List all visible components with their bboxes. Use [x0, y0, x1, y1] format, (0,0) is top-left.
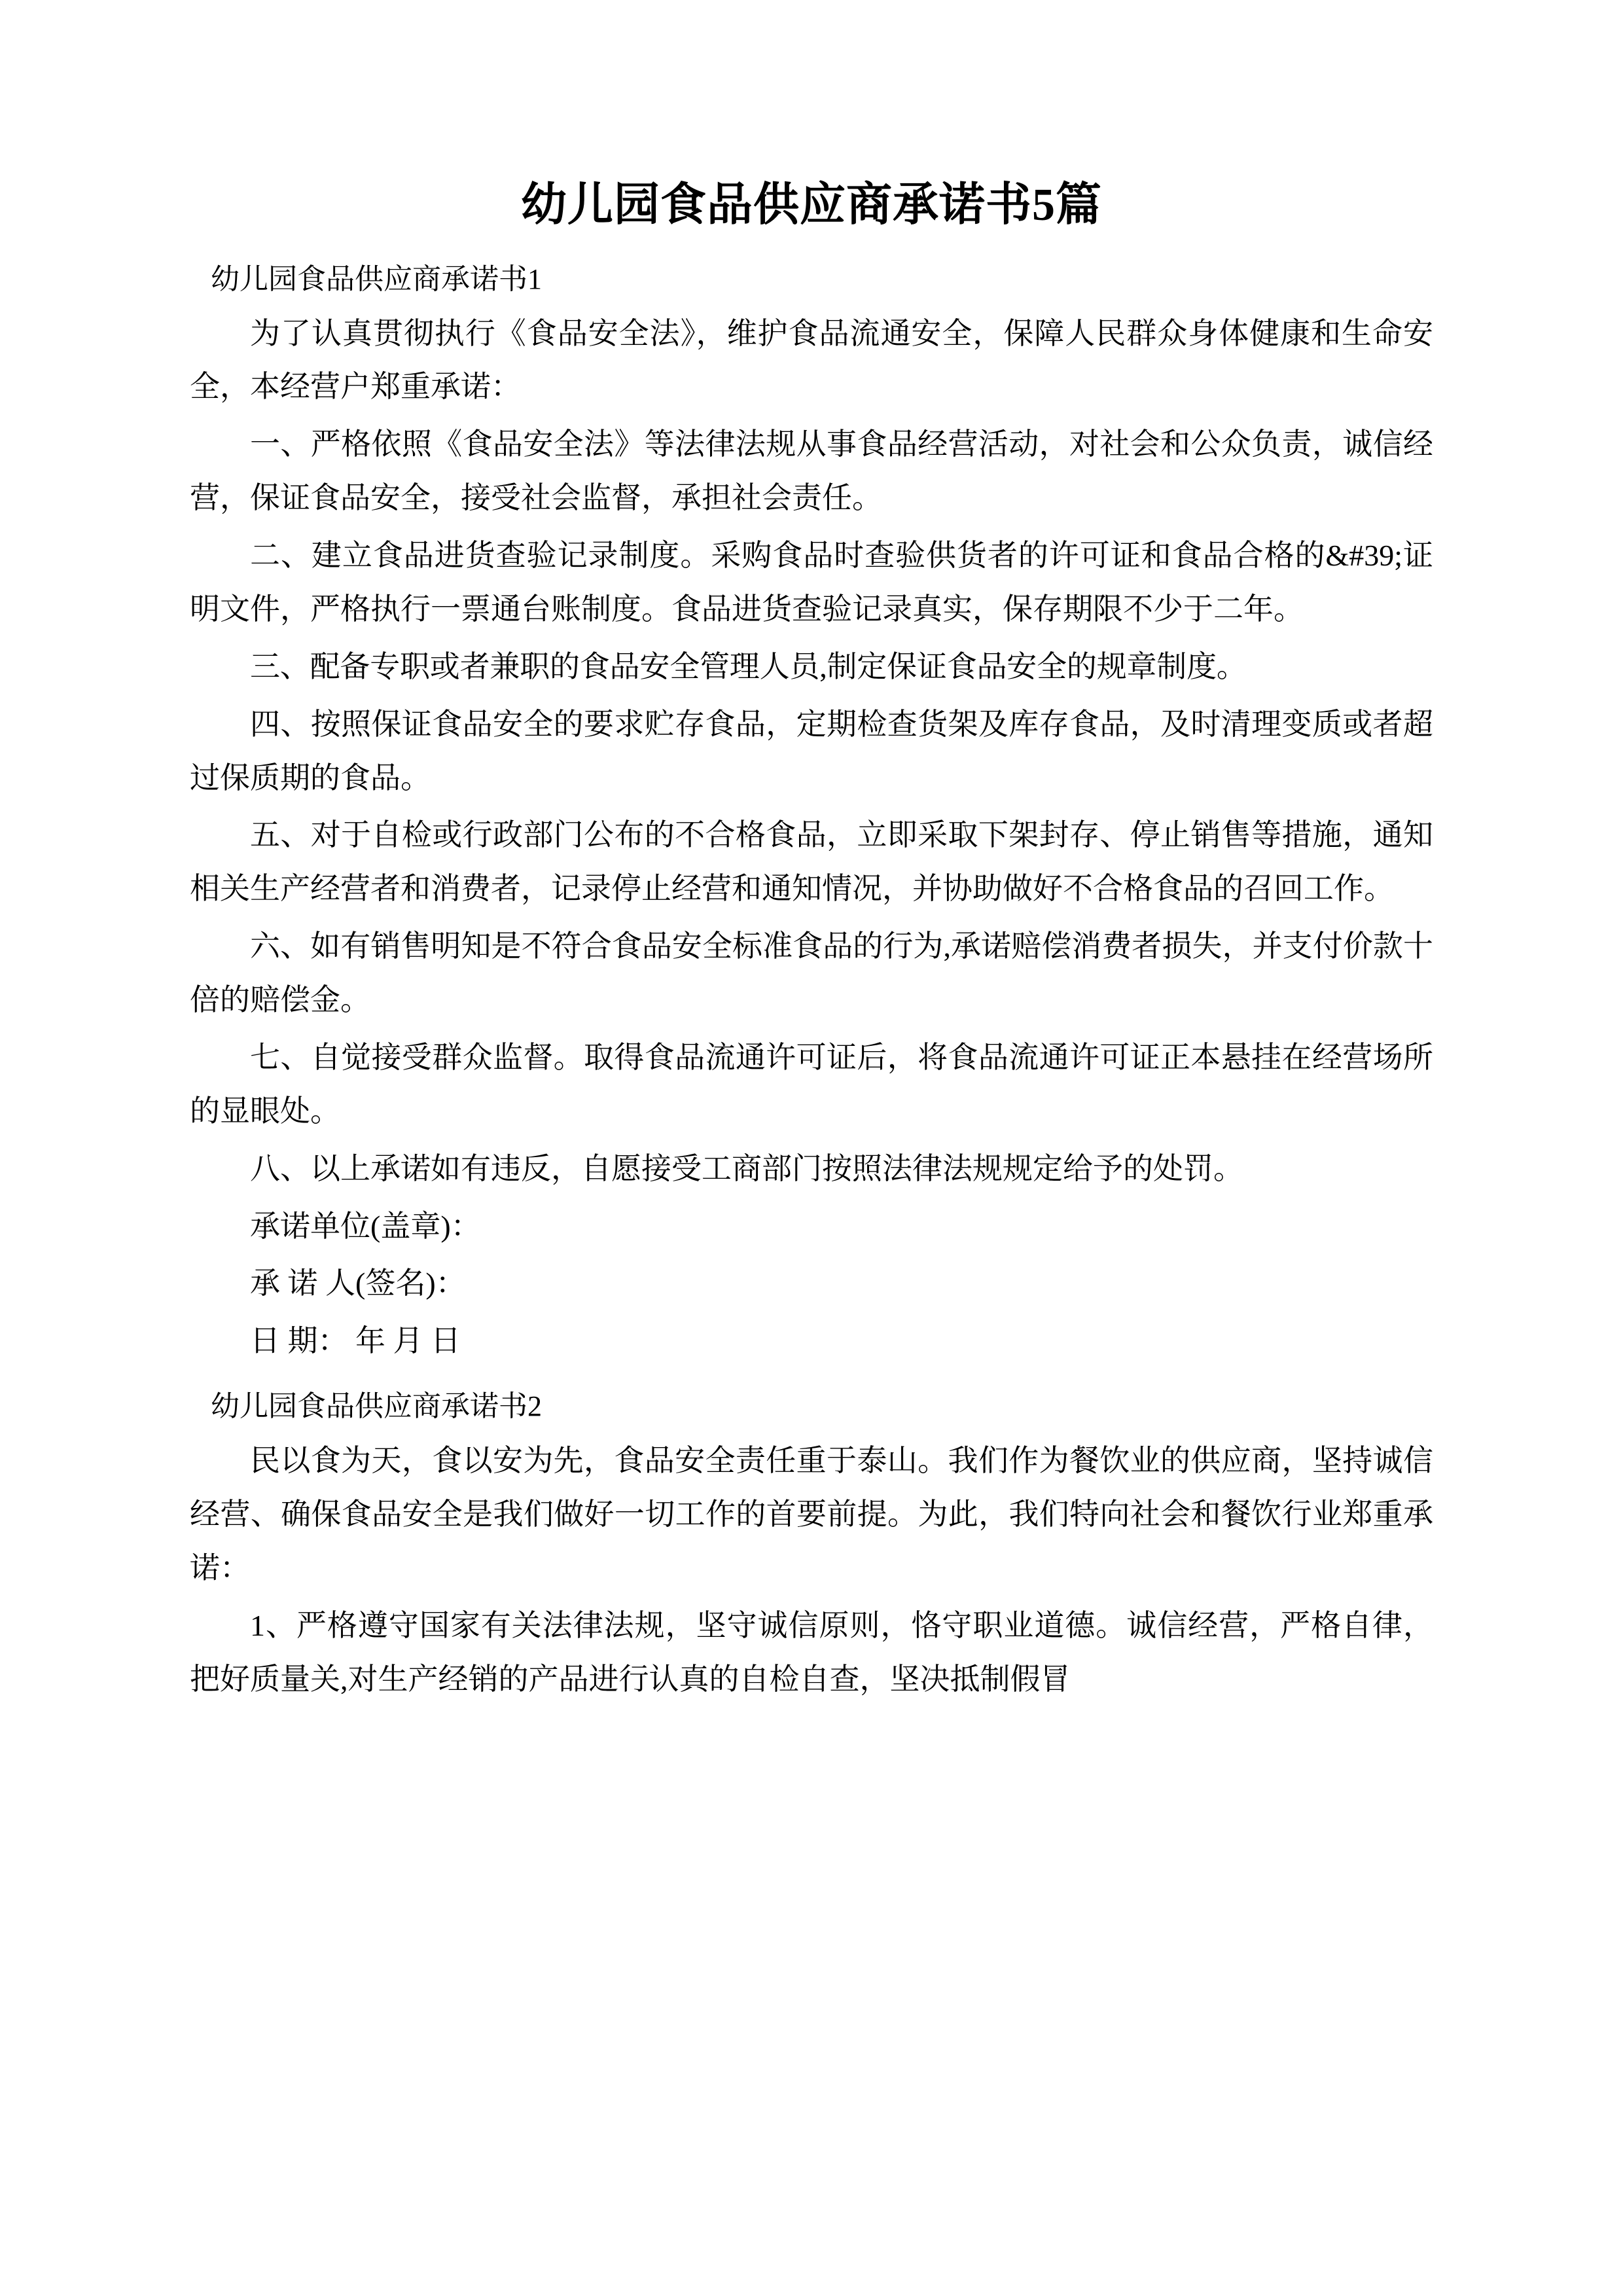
section-heading: 幼儿园食品供应商承诺书2 — [211, 1390, 542, 1423]
signature-unit-line: 承诺单位(盖章)： — [250, 1209, 481, 1243]
document-section-1 — [190, 254, 1433, 1369]
paragraph: 六、如有销售明知是不符合食品安全标准食品的行为,承诺赔偿消费者损失，并支付价款十倍的赔偿金。 — [190, 929, 1433, 1016]
paragraph: 七、自觉接受群众监督。取得食品流通许可证后，将食品流通许可证正本悬挂在经营场所的显眼处。 — [190, 1040, 1433, 1128]
signature-date-line: 日 期： 年 月 日 — [250, 1324, 461, 1358]
paragraph: 八、以上承诺如有违反，自愿接受工商部门按照法律法规规定给予的处罚。 — [250, 1151, 1243, 1185]
paragraph: 四、按照保证食品安全的要求贮存食品，定期检查货架及库存食品，及时清理变质或者超过保质期的食品。 — [190, 707, 1433, 795]
section-gap — [190, 1372, 1433, 1381]
paragraph: 1、严格遵守国家有关法律法规，坚守诚信原则，恪守职业道德。诚信经营，严格自律，把好质量关,对生产经销的产品进行认真的自检自查，坚决抵制假冒 — [190, 1608, 1433, 1696]
paragraph: 五、对于自检或行政部门公布的不合格食品，立即采取下架封存、停止销售等措施，通知相关生产经营者和消费者，记录停止经营和通知情况，并协助做好不合格食品的召回工作。 — [190, 818, 1433, 906]
paragraph: 二、建立食品进货查验记录制度。采购食品时查验供货者的许可证和食品合格的&#39;证明文件，严格执行一票通台账制度。食品进货查验记录真实，保存期限不少于二年。 — [190, 539, 1433, 626]
paragraph: 一、严格依照《食品安全法》等法律法规从事食品经营活动，对社会和公众负责，诚信经营，保证食品安全，接受社会监督，承担社会责任。 — [190, 427, 1433, 515]
paragraph: 为了认真贯彻执行《食品安全法》，维护食品流通安全，保障人民群众身体健康和生命安全，本经营户郑重承诺： — [190, 316, 1433, 404]
paragraph: 三、配备专职或者兼职的食品安全管理人员,制定保证食品安全的规章制度。 — [250, 649, 1247, 683]
paragraph: 民以食为天，食以安为先，食品安全责任重于泰山。我们作为餐饮业的供应商，坚持诚信经营、确保食品安全是我们做好一切工作的首要前提。为此，我们特向社会和餐饮行业郑重承诺： — [190, 1444, 1433, 1585]
document-section-2 — [190, 1381, 1433, 1706]
signature-person-line: 承 诺 人(签名)： — [250, 1266, 466, 1300]
section-heading: 幼儿园食品供应商承诺书1 — [211, 262, 542, 295]
page-title: 幼儿园食品供应商承诺书5篇 — [521, 180, 1102, 230]
